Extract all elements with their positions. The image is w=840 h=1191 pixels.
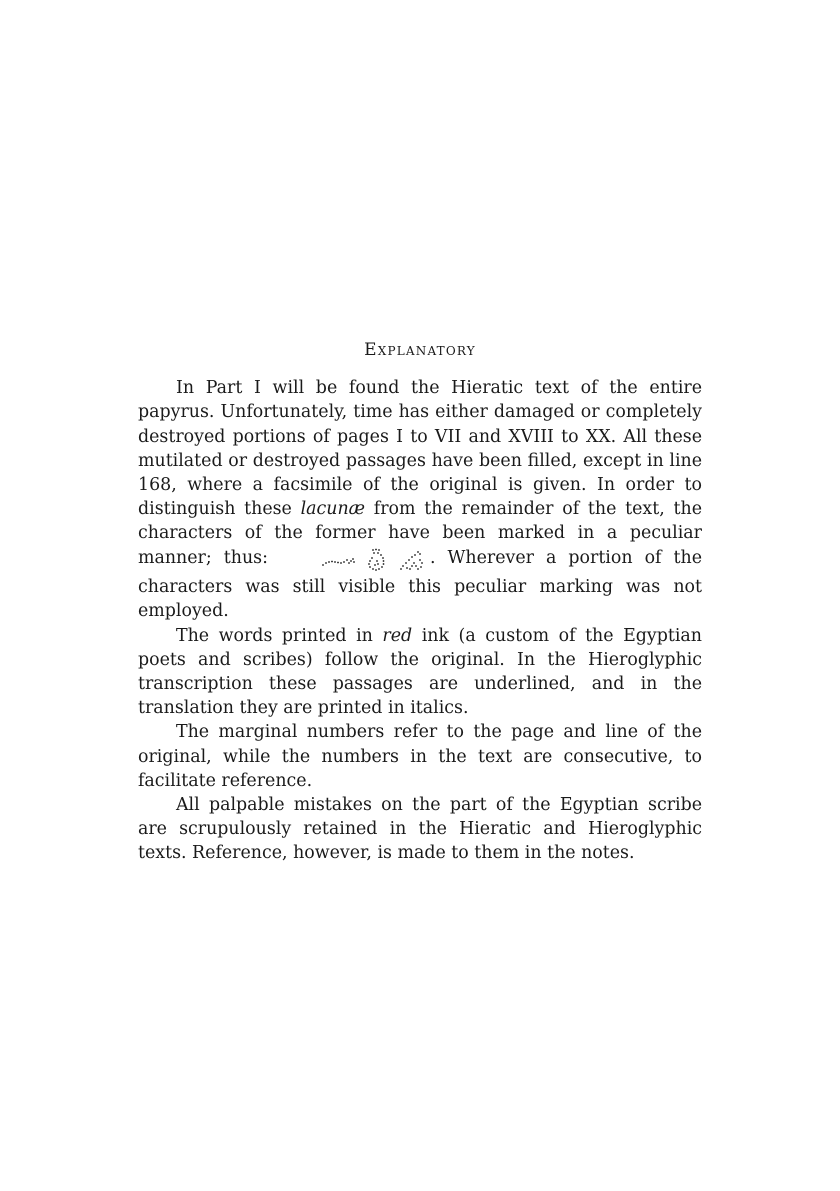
paragraph-1-italic-term: lacunæ	[300, 499, 366, 520]
hieratic-sample-1-icon	[320, 551, 358, 571]
paragraph-3: The marginal numbers refer to the page and line of the original, while the numbers in the text are consecutive, to facilitate reference.	[138, 722, 702, 791]
paragraph-2-text-b: ink (a custom of the Egyptian poets and scribes) follow the original. In the Hieroglyphic transcription these passages are underlined, and in the translation they are printed in italics.	[138, 625, 703, 719]
hieratic-sample-2-icon	[364, 547, 390, 575]
paragraph-1-text-c: . Wherever a portion of the characters was still visible this peculiar marking was not employed.	[138, 547, 703, 622]
paragraph-2-italic-term: red	[382, 625, 413, 646]
hieratic-sample-3-icon	[398, 549, 428, 573]
explanatory-section	[138, 338, 702, 866]
paragraph-4: All palpable mistakes on the part of the Egyptian scribe are scrupulously retained in the Hieratic and Hieroglyphic texts. Reference, however, is made to them in the notes.	[138, 794, 702, 864]
page-title: Explanatory	[364, 340, 476, 360]
paragraph-1-text-a: In Part I will be found the Hieratic text of the entire papyrus. Unfortunately, time has either damaged or completely destroyed portions of pages I to VII and XVIII to XX. All these mutilated or destroyed passages have been filled, except in line 168, where a facsimile of the original is given. In order to distinguish these	[138, 378, 702, 520]
paragraph-2	[138, 624, 702, 721]
hieratic-samples	[282, 547, 428, 575]
paragraph-2-text-a: The words printed in	[176, 625, 383, 646]
paragraph-1	[138, 376, 702, 623]
paragraph-1-text-b: from the remainder of the text, the characters of the former have been marked in a peculiar manner; thus:	[138, 499, 702, 568]
